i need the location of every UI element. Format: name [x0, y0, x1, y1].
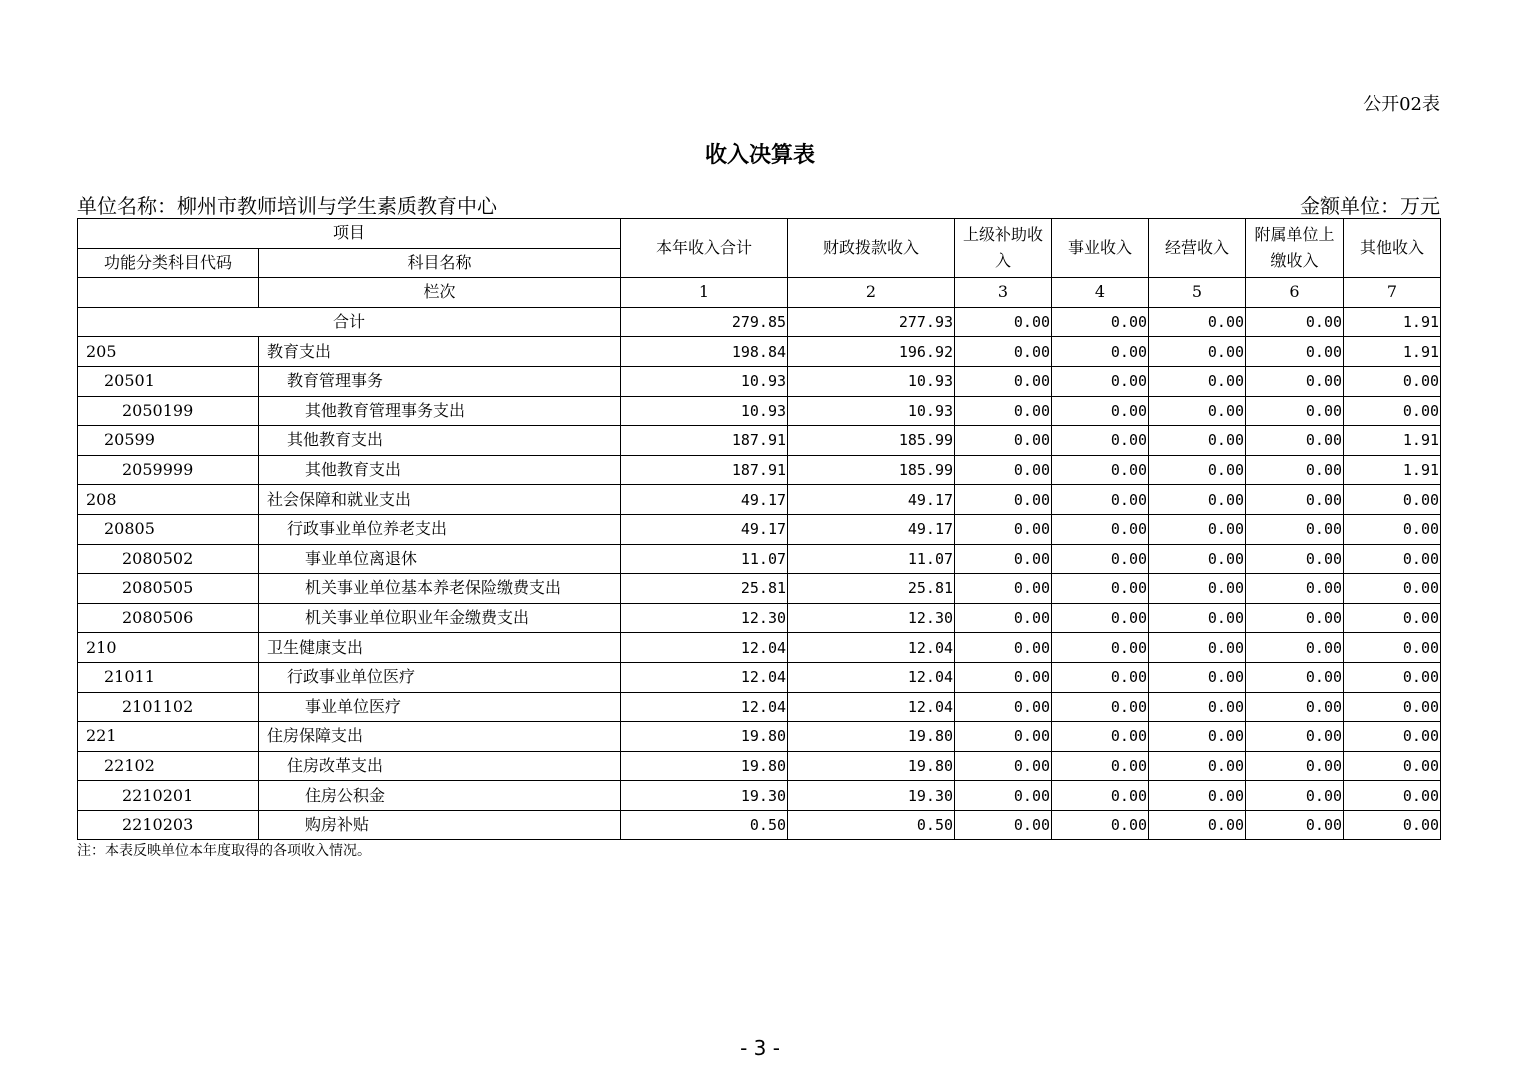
table-row [78, 751, 1441, 781]
cell-value: 0.00 [1344, 366, 1441, 396]
cell-value: 0.00 [1246, 396, 1344, 426]
subject-name-cell: 教育支出 [259, 337, 621, 367]
cell-value: 0.00 [1052, 485, 1149, 515]
total-row [78, 307, 1441, 337]
func-code-cell: 20599 [78, 426, 259, 456]
func-code-cell: 21011 [78, 662, 259, 692]
cell-value: 0.00 [1149, 603, 1246, 633]
subject-name-cell: 购房补贴 [259, 810, 621, 840]
cell-value: 0.00 [1149, 455, 1246, 485]
table-row [78, 662, 1441, 692]
cell-value: 0.00 [1052, 426, 1149, 456]
col-number: 7 [1344, 278, 1441, 308]
cell-value: 0.00 [1052, 337, 1149, 367]
cell-value: 0.00 [1149, 485, 1246, 515]
table-row [78, 781, 1441, 811]
cell-value: 0.00 [1344, 781, 1441, 811]
cell-value: 0.00 [955, 396, 1052, 426]
cell-value: 0.00 [1246, 781, 1344, 811]
cell-value: 0.00 [1052, 307, 1149, 337]
cell-value: 0.00 [1246, 751, 1344, 781]
table-row [78, 722, 1441, 752]
header-blank [78, 278, 259, 308]
cell-value: 0.00 [1052, 603, 1149, 633]
table-row [78, 574, 1441, 604]
func-code-cell: 208 [78, 485, 259, 515]
cell-value: 0.00 [955, 307, 1052, 337]
func-code-cell: 2080506 [78, 603, 259, 633]
table-row [78, 633, 1441, 663]
func-code-cell: 221 [78, 722, 259, 752]
func-code-cell: 210 [78, 633, 259, 663]
subject-name-cell: 住房保障支出 [259, 722, 621, 752]
cell-value: 0.00 [1149, 574, 1246, 604]
income-table [77, 218, 1441, 840]
subject-name-cell: 机关事业单位基本养老保险缴费支出 [259, 574, 621, 604]
col-number: 6 [1246, 278, 1344, 308]
cell-value: 10.93 [621, 366, 788, 396]
cell-value: 0.00 [1052, 366, 1149, 396]
cell-value: 0.00 [1344, 692, 1441, 722]
func-code-cell: 22102 [78, 751, 259, 781]
cell-value: 0.50 [788, 810, 955, 840]
cell-value: 1.91 [1344, 426, 1441, 456]
cell-value: 0.00 [1052, 810, 1149, 840]
header-other: 其他收入 [1344, 219, 1441, 278]
cell-value: 0.00 [955, 662, 1052, 692]
table-row [78, 337, 1441, 367]
cell-value: 0.00 [1149, 366, 1246, 396]
subject-name-cell: 其他教育支出 [259, 426, 621, 456]
header-func-code: 功能分类科目代码 [78, 248, 259, 278]
cell-value: 185.99 [788, 455, 955, 485]
cell-value: 12.04 [788, 662, 955, 692]
cell-value: 0.00 [1052, 514, 1149, 544]
func-code-cell: 2050199 [78, 396, 259, 426]
cell-value: 0.00 [955, 426, 1052, 456]
cell-value: 0.00 [955, 366, 1052, 396]
cell-value: 0.00 [955, 603, 1052, 633]
cell-value: 0.00 [1149, 722, 1246, 752]
cell-value: 0.00 [1344, 633, 1441, 663]
cell-value: 0.00 [1149, 396, 1246, 426]
table-note: 注：本表反映单位本年度取得的各项收入情况。 [77, 843, 371, 859]
table-row [78, 455, 1441, 485]
cell-value: 0.00 [1246, 692, 1344, 722]
cell-value: 0.00 [1052, 662, 1149, 692]
unit-name: 单位名称：柳州市教师培训与学生素质教育中心 [77, 194, 497, 218]
cell-value: 0.00 [955, 574, 1052, 604]
subject-name-cell: 社会保障和就业支出 [259, 485, 621, 515]
cell-value: 0.00 [1052, 781, 1149, 811]
cell-value: 0.00 [955, 633, 1052, 663]
cell-value: 0.00 [1344, 603, 1441, 633]
func-code-cell: 20805 [78, 514, 259, 544]
header-column-order: 栏次 [259, 278, 621, 308]
cell-value: 19.80 [621, 722, 788, 752]
cell-value: 19.80 [621, 751, 788, 781]
cell-value: 0.00 [1052, 455, 1149, 485]
table-row [78, 603, 1441, 633]
cell-value: 0.00 [955, 722, 1052, 752]
cell-value: 0.00 [1052, 722, 1149, 752]
cell-value: 196.92 [788, 337, 955, 367]
cell-value: 0.00 [1052, 574, 1149, 604]
cell-value: 185.99 [788, 426, 955, 456]
cell-value: 1.91 [1344, 455, 1441, 485]
cell-value: 0.00 [955, 514, 1052, 544]
func-code-cell: 2210201 [78, 781, 259, 811]
page-number: - 3 - [740, 1036, 780, 1060]
subject-name-cell: 事业单位离退休 [259, 544, 621, 574]
subject-name-cell: 教育管理事务 [259, 366, 621, 396]
cell-value: 0.00 [955, 337, 1052, 367]
col-number: 3 [955, 278, 1052, 308]
cell-value: 0.00 [1344, 544, 1441, 574]
func-code-cell: 2080505 [78, 574, 259, 604]
cell-value: 0.00 [1149, 633, 1246, 663]
cell-value: 0.00 [955, 781, 1052, 811]
func-code-cell: 2059999 [78, 455, 259, 485]
table-row [78, 396, 1441, 426]
cell-value: 0.00 [955, 485, 1052, 515]
cell-value: 0.00 [955, 544, 1052, 574]
cell-value: 0.00 [1246, 662, 1344, 692]
col-number: 4 [1052, 278, 1149, 308]
cell-value: 0.00 [1344, 751, 1441, 781]
cell-value: 187.91 [621, 455, 788, 485]
header-business: 事业收入 [1052, 219, 1149, 278]
col-number: 1 [621, 278, 788, 308]
subject-name-cell: 其他教育管理事务支出 [259, 396, 621, 426]
cell-value: 19.30 [621, 781, 788, 811]
subject-name-cell: 行政事业单位养老支出 [259, 514, 621, 544]
cell-value: 0.00 [1149, 544, 1246, 574]
cell-value: 0.00 [1246, 366, 1344, 396]
cell-value: 49.17 [621, 485, 788, 515]
cell-value: 49.17 [621, 514, 788, 544]
cell-value: 0.00 [1149, 662, 1246, 692]
func-code-cell: 205 [78, 337, 259, 367]
cell-value: 12.30 [788, 603, 955, 633]
table-row [78, 485, 1441, 515]
cell-value: 12.04 [621, 633, 788, 663]
cell-value: 0.00 [1344, 485, 1441, 515]
cell-value: 0.00 [955, 692, 1052, 722]
cell-value: 0.00 [1246, 337, 1344, 367]
table-body [78, 307, 1441, 840]
table-row [78, 366, 1441, 396]
cell-value: 19.80 [788, 751, 955, 781]
cell-value: 0.00 [1246, 633, 1344, 663]
cell-value: 0.00 [1149, 751, 1246, 781]
cell-value: 0.00 [1246, 485, 1344, 515]
subject-name-cell: 机关事业单位职业年金缴费支出 [259, 603, 621, 633]
cell-value: 0.00 [1344, 810, 1441, 840]
cell-value: 0.00 [1344, 662, 1441, 692]
subject-name-cell: 行政事业单位医疗 [259, 662, 621, 692]
cell-value: 0.00 [1246, 574, 1344, 604]
cell-value: 198.84 [621, 337, 788, 367]
table-row [78, 544, 1441, 574]
header-total-income: 本年收入合计 [621, 219, 788, 278]
cell-value: 12.30 [621, 603, 788, 633]
cell-value: 12.04 [621, 692, 788, 722]
cell-value: 0.00 [1052, 751, 1149, 781]
subject-name-cell: 事业单位医疗 [259, 692, 621, 722]
cell-value: 11.07 [621, 544, 788, 574]
page-title: 收入决算表 [704, 142, 815, 168]
table-row [78, 692, 1441, 722]
cell-value: 12.04 [621, 662, 788, 692]
cell-value: 0.00 [1246, 722, 1344, 752]
total-label: 合计 [78, 307, 621, 337]
cell-value: 0.00 [1246, 514, 1344, 544]
table-header [78, 219, 1441, 308]
cell-value: 0.00 [1246, 455, 1344, 485]
cell-value: 0.50 [621, 810, 788, 840]
cell-value: 25.81 [788, 574, 955, 604]
cell-value: 0.00 [1246, 544, 1344, 574]
cell-value: 0.00 [1344, 722, 1441, 752]
cell-value: 0.00 [1149, 307, 1246, 337]
form-number: 公开02表 [1363, 94, 1440, 115]
cell-value: 0.00 [1052, 633, 1149, 663]
cell-value: 0.00 [1246, 603, 1344, 633]
cell-value: 10.93 [788, 396, 955, 426]
cell-value: 12.04 [788, 692, 955, 722]
cell-value: 0.00 [1149, 692, 1246, 722]
header-superior: 上级补助收入 [955, 219, 1052, 278]
cell-value: 0.00 [1149, 810, 1246, 840]
subject-name-cell: 其他教育支出 [259, 455, 621, 485]
cell-value: 1.91 [1344, 337, 1441, 367]
func-code-cell: 2101102 [78, 692, 259, 722]
cell-value: 0.00 [1149, 426, 1246, 456]
cell-value: 49.17 [788, 485, 955, 515]
cell-value: 277.93 [788, 307, 955, 337]
table-row [78, 810, 1441, 840]
subject-name-cell: 住房改革支出 [259, 751, 621, 781]
cell-value: 0.00 [1246, 426, 1344, 456]
cell-value: 0.00 [1149, 514, 1246, 544]
cell-value: 49.17 [788, 514, 955, 544]
cell-value: 279.85 [621, 307, 788, 337]
col-number: 5 [1149, 278, 1246, 308]
header-operating: 经营收入 [1149, 219, 1246, 278]
cell-value: 0.00 [955, 810, 1052, 840]
cell-value: 0.00 [1052, 692, 1149, 722]
cell-value: 10.93 [788, 366, 955, 396]
cell-value: 12.04 [788, 633, 955, 663]
cell-value: 0.00 [1052, 544, 1149, 574]
cell-value: 25.81 [621, 574, 788, 604]
header-subject-name: 科目名称 [259, 248, 621, 278]
cell-value: 0.00 [1149, 781, 1246, 811]
cell-value: 0.00 [1246, 307, 1344, 337]
cell-value: 187.91 [621, 426, 788, 456]
subject-name-cell: 住房公积金 [259, 781, 621, 811]
cell-value: 0.00 [1149, 337, 1246, 367]
cell-value: 0.00 [1344, 514, 1441, 544]
amount-unit: 金额单位：万元 [1300, 194, 1440, 218]
cell-value: 0.00 [1344, 574, 1441, 604]
cell-value: 10.93 [621, 396, 788, 426]
header-affiliated: 附属单位上缴收入 [1246, 219, 1344, 278]
func-code-cell: 2080502 [78, 544, 259, 574]
table-row [78, 426, 1441, 456]
func-code-cell: 2210203 [78, 810, 259, 840]
cell-value: 11.07 [788, 544, 955, 574]
cell-value: 1.91 [1344, 307, 1441, 337]
header-fiscal: 财政拨款收入 [788, 219, 955, 278]
cell-value: 0.00 [1052, 396, 1149, 426]
cell-value: 0.00 [1344, 396, 1441, 426]
table-row [78, 514, 1441, 544]
cell-value: 19.30 [788, 781, 955, 811]
col-number: 2 [788, 278, 955, 308]
func-code-cell: 20501 [78, 366, 259, 396]
cell-value: 19.80 [788, 722, 955, 752]
cell-value: 0.00 [955, 751, 1052, 781]
subject-name-cell: 卫生健康支出 [259, 633, 621, 663]
cell-value: 0.00 [955, 455, 1052, 485]
cell-value: 0.00 [1246, 810, 1344, 840]
header-project: 项目 [78, 219, 621, 249]
